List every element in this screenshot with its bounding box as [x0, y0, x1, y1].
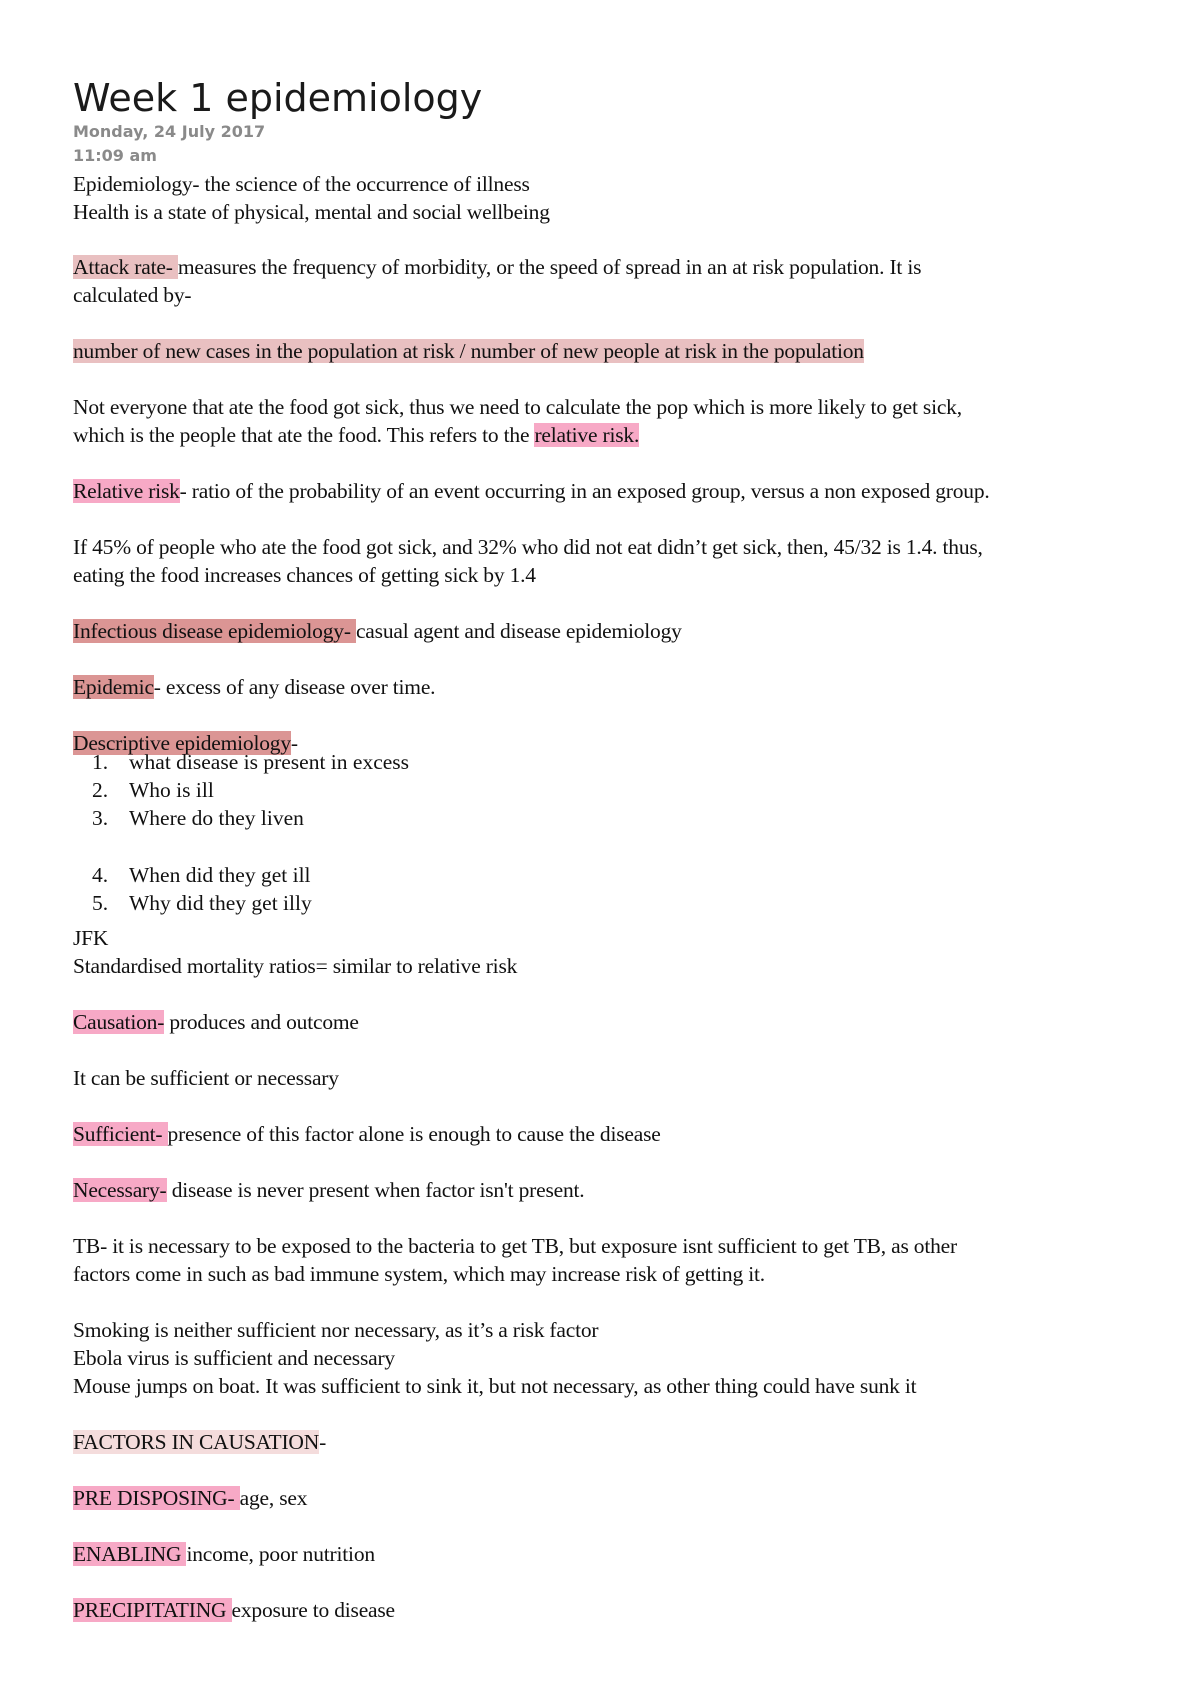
list-item: [73, 748, 409, 776]
factor-precipitating: [73, 1596, 395, 1624]
necessary-term: Necessary-: [73, 1178, 167, 1202]
list-number: 3.: [92, 806, 109, 830]
list-text: Why did they get illy: [129, 891, 312, 915]
sufficient-term: Sufficient-: [73, 1122, 168, 1146]
tb-line-1: TB- it is necessary to be exposed to the bacteria to get TB, but exposure isnt sufficient to get TB, as other: [73, 1234, 957, 1258]
causation-line: [73, 1008, 359, 1036]
note-time: 11:09 am: [73, 146, 157, 165]
attack-rate-text: measures the frequency of morbidity, or the speed of spread in an at risk population. It is: [177, 255, 922, 279]
relative-risk-line: [73, 477, 990, 505]
list-text: Who is ill: [129, 778, 214, 802]
not-everyone-text: which is the people that ate the food. This refers to the: [73, 423, 535, 447]
descriptive-dash: -: [290, 731, 298, 755]
infectious-line: [73, 617, 682, 645]
attack-rate-line-2: calculated by-: [73, 283, 192, 307]
mouse-line: Mouse jumps on boat. It was sufficient to sink it, but not necessary, as other thing could have sunk it: [73, 1374, 917, 1398]
smoking-line: Smoking is neither sufficient nor necessary, as it’s a risk factor: [73, 1318, 599, 1342]
smr-line: Standardised mortality ratios= similar to relative risk: [73, 954, 518, 978]
causation-term: Causation-: [73, 1010, 165, 1034]
factors-heading-term: FACTORS IN CAUSATION: [73, 1430, 320, 1454]
list-item: [73, 889, 312, 917]
sufficient-or-necessary-line: It can be sufficient or necessary: [73, 1066, 339, 1090]
list-number: 2.: [92, 778, 109, 802]
epidemic-term: Epidemic: [73, 675, 154, 699]
page-title: Week 1 epidemiology: [73, 76, 483, 120]
factors-heading: [73, 1428, 326, 1456]
factor-term: ENABLING: [73, 1542, 187, 1566]
factor-text: income, poor nutrition: [186, 1542, 375, 1566]
relative-risk-inline-highlight: relative risk.: [534, 423, 640, 447]
descriptive-term: Descriptive epidemiology: [73, 731, 291, 755]
not-everyone-line-1: Not everyone that ate the food got sick, thus we need to calculate the pop which is more likely to get sick,: [73, 395, 962, 419]
epidemic-text: - excess of any disease over time.: [153, 675, 436, 699]
intro-line-2: Health is a state of physical, mental and social wellbeing: [73, 200, 550, 224]
list-item: [73, 861, 311, 889]
tb-line-2: factors come in such as bad immune system, which may increase risk of getting it.: [73, 1262, 765, 1286]
list-number: 1.: [92, 750, 109, 774]
necessary-text: disease is never present when factor isn't present.: [166, 1178, 585, 1202]
factor-enabling: [73, 1540, 375, 1568]
formula-highlight: number of new cases in the population at risk / number of new people at risk in the population: [73, 339, 864, 363]
list-item: [73, 804, 304, 832]
formula-line: [73, 337, 864, 365]
attack-rate-term: Attack rate-: [73, 255, 178, 279]
intro-line-1: Epidemiology- the science of the occurrence of illness: [73, 172, 530, 196]
list-text: When did they get ill: [129, 863, 311, 887]
list-number: 5.: [92, 891, 109, 915]
jfk-line: JFK: [73, 926, 109, 950]
sufficient-line: [73, 1120, 661, 1148]
factor-predisposing: [73, 1484, 307, 1512]
infectious-term: Infectious disease epidemiology-: [73, 619, 356, 643]
necessary-line: [73, 1176, 584, 1204]
causation-text: produces and outcome: [164, 1010, 359, 1034]
factor-term: PRE DISPOSING-: [73, 1486, 240, 1510]
factor-term: PRECIPITATING: [73, 1598, 232, 1622]
list-text: Where do they liven: [129, 806, 304, 830]
factor-text: age, sex: [239, 1486, 308, 1510]
example-line-2: eating the food increases chances of getting sick by 1.4: [73, 563, 536, 587]
factor-text: exposure to disease: [231, 1598, 395, 1622]
relative-risk-term: Relative risk: [73, 479, 180, 503]
ebola-line: Ebola virus is sufficient and necessary: [73, 1346, 395, 1370]
attack-rate-line-1: [73, 253, 921, 281]
list-item: [73, 776, 214, 804]
relative-risk-text: - ratio of the probability of an event occurring in an exposed group, versus a non exposed group.: [179, 479, 990, 503]
note-date: Monday, 24 July 2017: [73, 122, 266, 141]
list-text: what disease is present in excess: [129, 750, 410, 774]
not-everyone-line-2: [73, 421, 639, 449]
factors-heading-dash: -: [319, 1430, 327, 1454]
sufficient-text: presence of this factor alone is enough to cause the disease: [167, 1122, 661, 1146]
epidemic-line: [73, 673, 435, 701]
list-number: 4.: [92, 863, 109, 887]
infectious-text: casual agent and disease epidemiology: [355, 619, 682, 643]
example-line-1: If 45% of people who ate the food got sick, and 32% who did not eat didn’t get sick, then, 45/32 is 1.4. thus,: [73, 535, 983, 559]
